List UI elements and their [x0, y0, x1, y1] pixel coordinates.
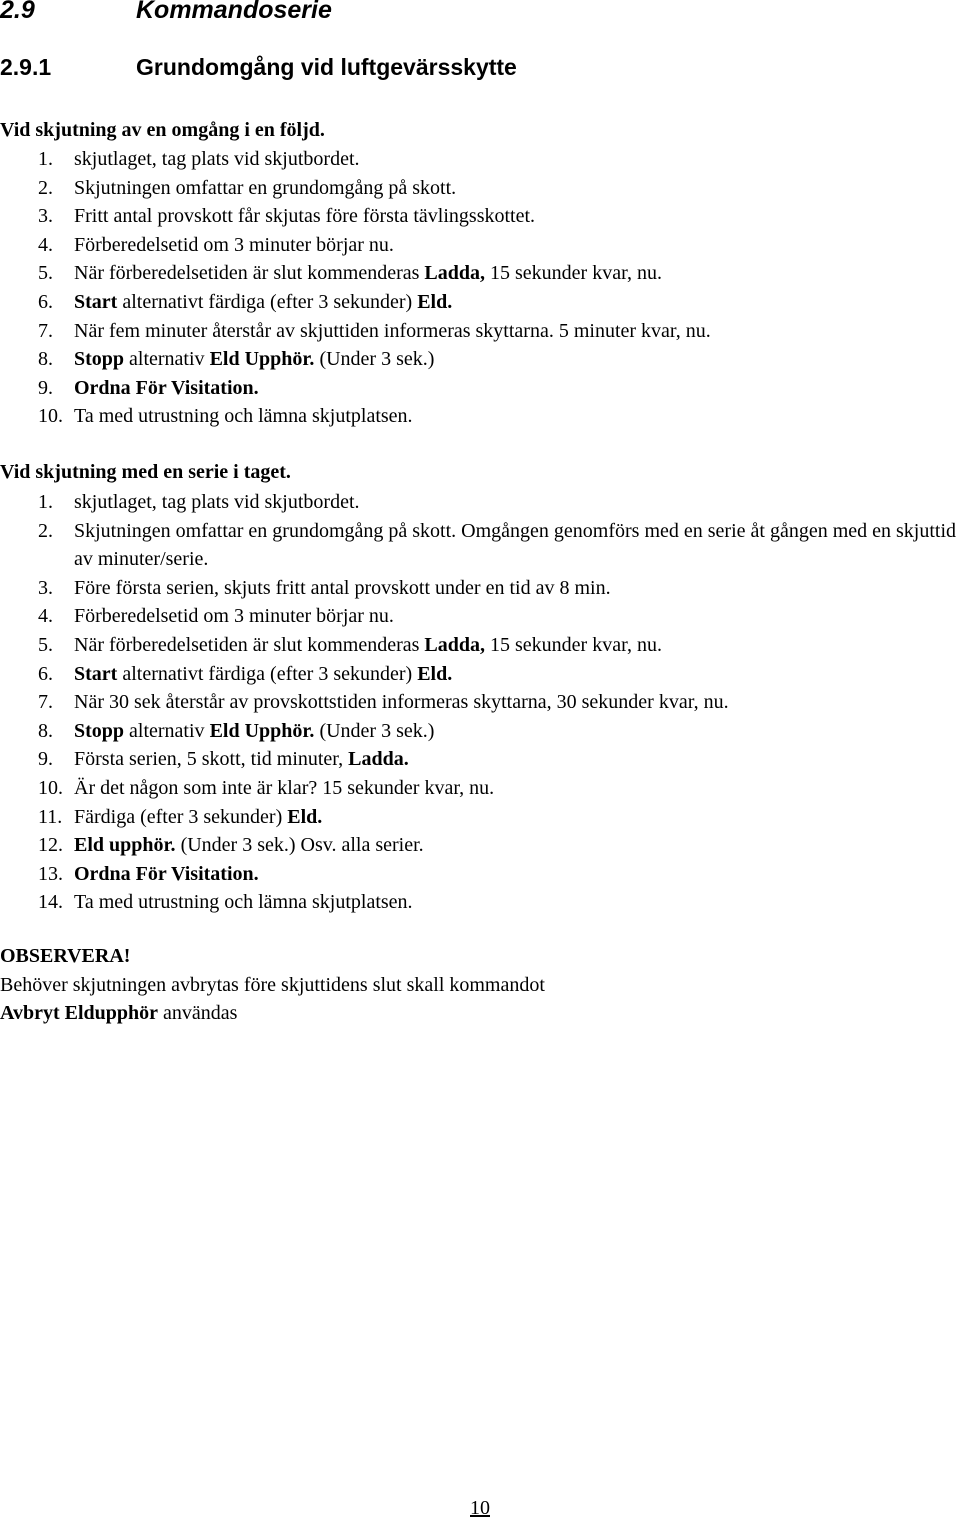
section-number: 2.9: [0, 0, 35, 24]
list-item: [0, 174, 960, 203]
command-word: Eld Upphör.: [209, 348, 315, 371]
item-number: 8.: [38, 719, 53, 742]
item-text: När 30 sek återstår av provskottstiden informeras skyttarna, 30 sekunder kvar, nu.: [74, 691, 729, 714]
list-item: [0, 631, 960, 660]
list-item: [0, 688, 960, 717]
item-number: 4.: [38, 605, 53, 628]
section-heading: [0, 0, 332, 25]
item-number: 5.: [38, 633, 53, 656]
item-number: 7.: [38, 319, 53, 342]
list-two-title: Vid skjutning med en serie i taget.: [0, 461, 291, 483]
command-list-two: [0, 488, 960, 917]
list-item: [0, 860, 960, 889]
command-word: Ladda,: [424, 633, 486, 656]
item-text: Fritt antal provskott får skjutas före första tävlingsskottet.: [74, 205, 536, 228]
list-item: [0, 745, 960, 774]
command-word: Eld upphör.: [74, 834, 176, 857]
list-item: [0, 602, 960, 631]
command-word: Stopp: [74, 348, 125, 371]
list-item: [0, 259, 960, 288]
list-item: [0, 717, 960, 746]
item-number: 2.: [38, 519, 53, 542]
command-list-one: [0, 145, 960, 431]
observera-line-2: [0, 999, 545, 1028]
list-item: [0, 288, 960, 317]
item-text: skjutlaget, tag plats vid skjutbordet.: [74, 491, 360, 513]
item-number: 10.: [38, 405, 63, 428]
list-item: [0, 231, 960, 260]
item-number: 9.: [38, 376, 53, 399]
observera-title: OBSERVERA!: [0, 945, 131, 967]
observera-note: [0, 942, 545, 1028]
item-number: 5.: [38, 262, 53, 285]
subsection-title: Grundomgång vid luftgevärsskytte: [136, 54, 517, 80]
item-number: 6.: [38, 662, 53, 685]
observera-line-1: Behöver skjutningen avbrytas före skjuttidens slut skall kommandot: [0, 973, 545, 996]
command-word: Start: [74, 290, 118, 313]
list-item: [0, 803, 960, 832]
item-number: 8.: [38, 348, 53, 371]
list-item: [0, 145, 960, 174]
command-word: Ladda,: [424, 262, 486, 285]
item-text: När förberedelsetiden är slut kommenderas: [74, 262, 425, 285]
item-text: alternativ: [124, 348, 210, 371]
command-word: Start: [74, 662, 118, 685]
subsection-heading: [0, 54, 517, 81]
command-word: Eld.: [417, 290, 453, 313]
item-text: alternativt färdiga (efter 3 sekunder): [117, 662, 418, 685]
command-word: Eld.: [287, 805, 323, 828]
item-text: (Under 3 sek.) Osv. alla serier.: [175, 834, 424, 857]
item-number: 14.: [38, 891, 63, 914]
item-number: 9.: [38, 748, 53, 771]
item-number: 13.: [38, 862, 63, 885]
item-number: 1.: [38, 148, 53, 170]
item-text: Skjutningen omfattar en grundomgång på skott.: [74, 176, 457, 199]
item-text: Ta med utrustning och lämna skjutplatsen.: [74, 891, 413, 914]
list-item: [0, 345, 960, 374]
list-item: [0, 774, 960, 803]
item-number: 6.: [38, 290, 53, 313]
item-text: 15 sekunder kvar, nu.: [485, 633, 662, 656]
command-word: Ordna För Visitation.: [74, 862, 259, 885]
item-text: Förberedelsetid om 3 minuter börjar nu.: [74, 605, 394, 628]
item-text: Första serien, 5 skott, tid minuter,: [74, 748, 349, 771]
list-item: [0, 517, 960, 574]
item-text: Skjutningen omfattar en grundomgång på skott. Omgången genomförs med en serie åt gången med en skjuttid av minuter/serie.: [74, 519, 957, 571]
list-item: [0, 402, 960, 431]
subsection-number: 2.9.1: [0, 54, 52, 80]
list-item: [0, 574, 960, 603]
item-number: 10.: [38, 776, 63, 799]
item-text: Färdiga (efter 3 sekunder): [74, 805, 288, 828]
page-number: 10: [470, 1497, 490, 1519]
item-text: När fem minuter återstår av skjuttiden informeras skyttarna. 5 minuter kvar, nu.: [74, 319, 711, 342]
section-title: Kommandoserie: [136, 0, 332, 24]
command-word: Stopp: [74, 719, 125, 742]
item-text: skjutlaget, tag plats vid skjutbordet.: [74, 148, 360, 170]
item-text: Ta med utrustning och lämna skjutplatsen.: [74, 405, 413, 428]
list-item: [0, 831, 960, 860]
item-text: alternativt färdiga (efter 3 sekunder): [117, 290, 418, 313]
item-text: (Under 3 sek.): [314, 719, 435, 742]
item-number: 3.: [38, 576, 53, 599]
item-text: alternativ: [124, 719, 210, 742]
list-item: [0, 488, 960, 517]
observera-command: Avbryt Eldupphör: [0, 1002, 159, 1025]
command-word: Eld Upphör.: [209, 719, 315, 742]
list-item: [0, 660, 960, 689]
list-item: [0, 374, 960, 403]
item-number: 11.: [38, 805, 63, 828]
item-text: När förberedelsetiden är slut kommenderas: [74, 633, 425, 656]
item-text: Före första serien, skjuts fritt antal provskott under en tid av 8 min.: [74, 576, 611, 599]
item-text: 15 sekunder kvar, nu.: [485, 262, 662, 285]
item-text: (Under 3 sek.): [314, 348, 435, 371]
item-number: 3.: [38, 205, 53, 228]
command-word: Eld.: [417, 662, 453, 685]
item-number: 4.: [38, 233, 53, 256]
item-number: 2.: [38, 176, 53, 199]
item-number: 1.: [38, 491, 53, 513]
list-item: [0, 202, 960, 231]
command-word: Ladda.: [348, 748, 409, 771]
list-item: [0, 317, 960, 346]
observera-line-2-rest: användas: [158, 1002, 238, 1025]
item-text: Är det någon som inte är klar? 15 sekunder kvar, nu.: [74, 776, 495, 799]
item-text: Förberedelsetid om 3 minuter börjar nu.: [74, 233, 394, 256]
command-word: Ordna För Visitation.: [74, 376, 259, 399]
list-one-title: Vid skjutning av en omgång i en följd.: [0, 119, 325, 141]
item-number: 7.: [38, 691, 53, 714]
list-item: [0, 888, 960, 917]
item-number: 12.: [38, 834, 63, 857]
